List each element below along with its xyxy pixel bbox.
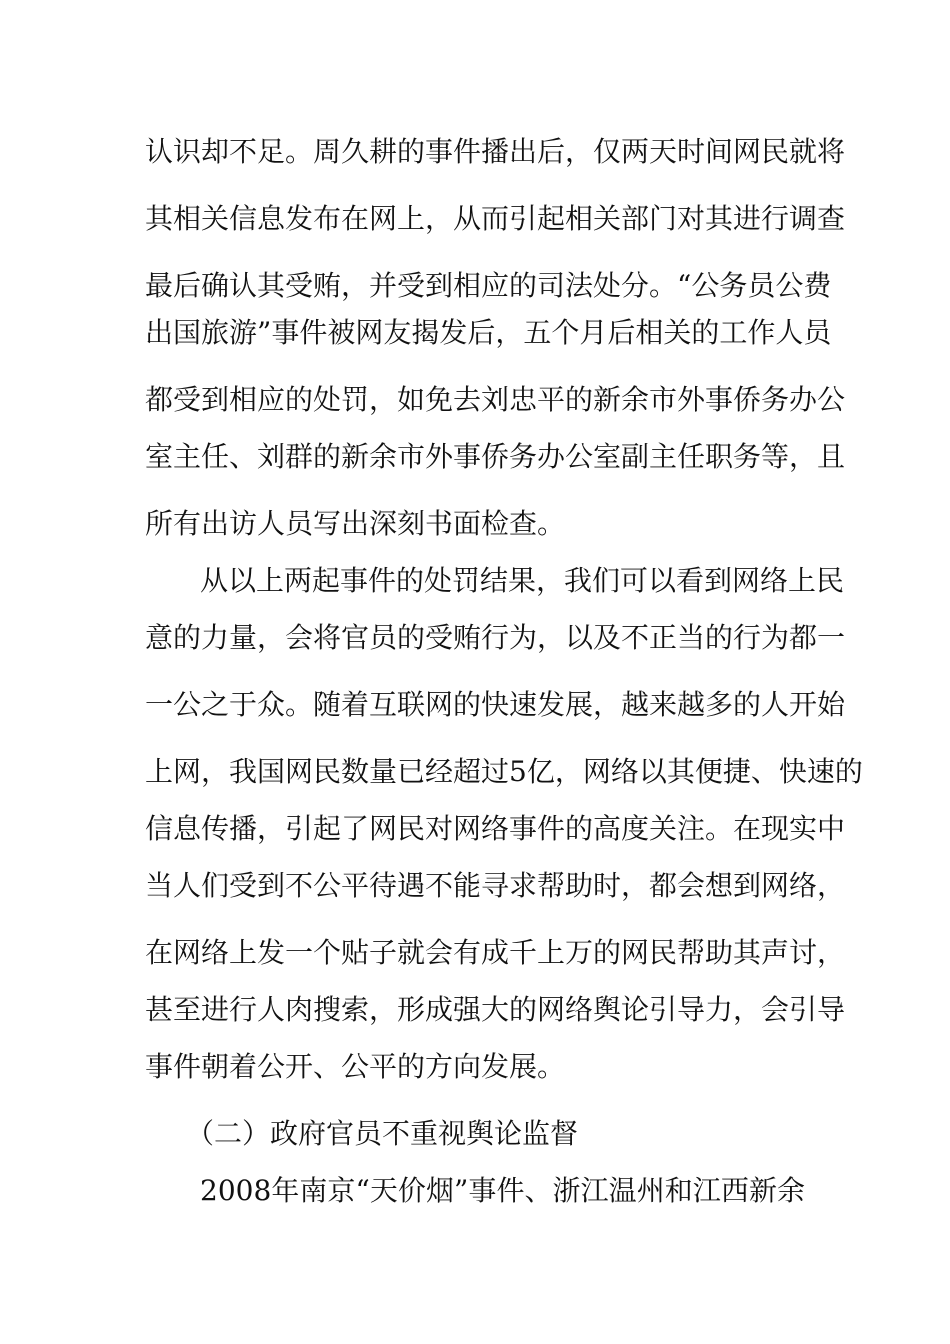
text-line-10: 一公之于众。随着互联网的快速发展，越来越多的人开始 [145,688,846,721]
text-line-13: 当人们受到不公平待遇不能寻求帮助时，都会想到网络， [145,869,846,902]
text-line-6: 室主任、刘群的新余市外事侨务办公室副主任职务等，且 [145,440,846,473]
text-line-3: 最后确认其受贿，并受到相应的司法处分。“公务员公费 [145,269,832,302]
text-line-11: 上网，我国网民数量已经超过5亿，网络以其便捷、快速的 [145,755,863,788]
text-line-14: 在网络上发一个贴子就会有成千上万的网民帮助其声讨， [145,936,846,969]
text-line-5: 都受到相应的处罚，如免去刘忠平的新余市外事侨务办公 [145,383,846,416]
text-line-4: 出国旅游”事件被网友揭发后，五个月后相关的工作人员 [145,316,832,349]
text-line-15: 甚至进行人肉搜索，形成强大的网络舆论引导力，会引导 [145,993,846,1026]
text-line-8: 从以上两起事件的处罚结果，我们可以看到网络上民 [200,564,845,597]
text-line-18: 2008年南京“天价烟”事件、浙江温州和江西新余 [200,1174,805,1207]
text-line-16: 事件朝着公开、公平的方向发展。 [145,1050,566,1083]
text-line-1: 认识却不足。周久耕的事件播出后，仅两天时间网民就将 [145,135,846,168]
text-line-7: 所有出访人员写出深刻书面检查。 [145,507,566,540]
section-heading: （二）政府官员不重视舆论监督 [186,1117,579,1150]
text-line-12: 信息传播，引起了网民对网络事件的高度关注。在现实中 [145,812,846,845]
text-line-9: 意的力量，会将官员的受贿行为，以及不正当的行为都一 [145,621,846,654]
text-line-2: 其相关信息发布在网上，从而引起相关部门对其进行调查 [145,202,846,235]
